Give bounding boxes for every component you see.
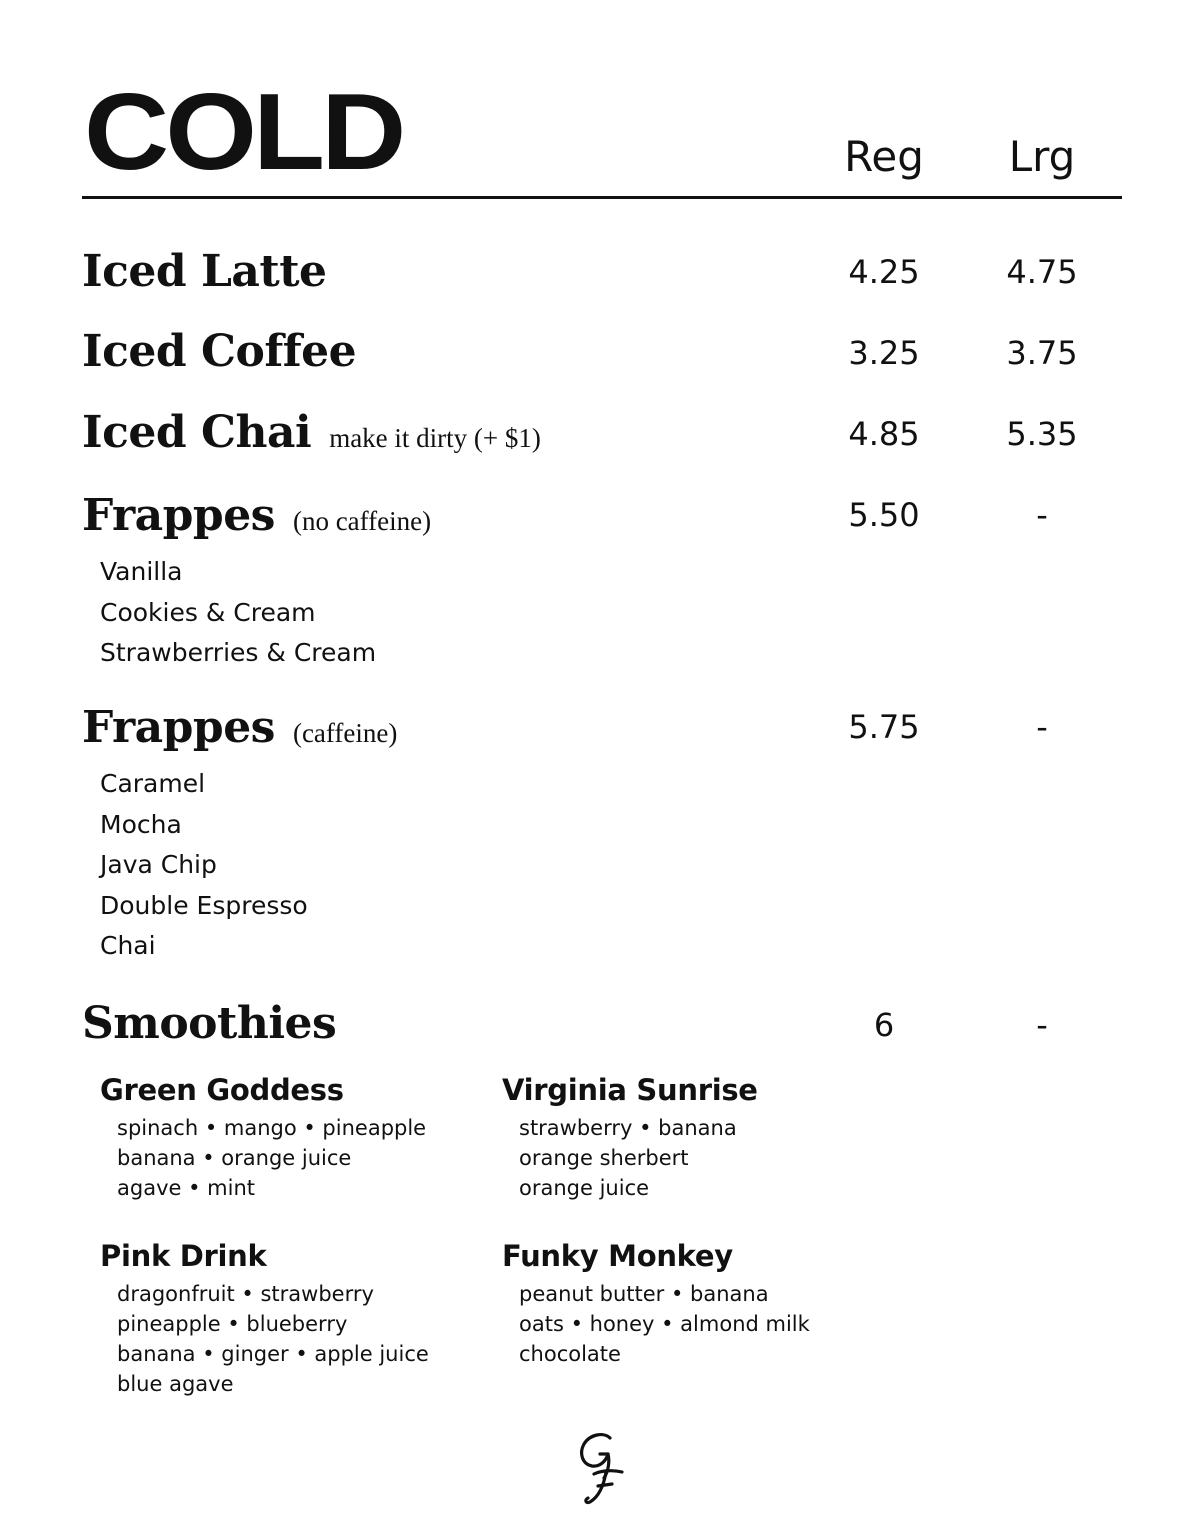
flavor-list-no-caffeine (100, 552, 376, 674)
smoothie-pink-drink (100, 1239, 429, 1399)
list-item: Double Espresso (100, 890, 308, 920)
item-note: (caffeine) (292, 718, 398, 748)
list-item: Mocha (100, 809, 182, 839)
smoothie-green-goddess (100, 1073, 427, 1203)
ingredient-line: peanut butter • banana (519, 1282, 769, 1306)
price-iced-coffee-lrg: 3.75 (1006, 334, 1078, 372)
smoothie-name: Pink Drink (100, 1239, 267, 1273)
ingredient-line: pineapple • blueberry (117, 1312, 348, 1336)
ingredient-line: strawberry • banana (519, 1116, 737, 1140)
ingredient-line: chocolate (519, 1342, 621, 1366)
column-header-large: Lrg (1008, 132, 1076, 181)
smoothie-funky-monkey (502, 1239, 810, 1369)
item-iced-coffee (82, 326, 357, 377)
item-smoothies (82, 998, 337, 1049)
item-name: Iced Chai (82, 407, 312, 458)
price-frappes-caffeine-lrg: - (1036, 708, 1048, 746)
item-iced-latte (82, 246, 327, 297)
list-item: Vanilla (100, 557, 183, 586)
ingredient-line: spinach • mango • pineapple (117, 1116, 427, 1140)
ingredient-line: orange sherbert (519, 1146, 689, 1170)
ingredient-line: banana • ginger • apple juice (117, 1342, 429, 1366)
item-iced-chai (82, 407, 541, 458)
item-frappes-caffeine (82, 702, 398, 753)
smoothie-name: Funky Monkey (502, 1239, 733, 1273)
item-name: Iced Latte (82, 246, 327, 297)
smoothie-name: Green Goddess (100, 1073, 344, 1107)
gf-monogram-icon (570, 1428, 634, 1508)
smoothie-ingredients (519, 1113, 758, 1203)
smoothie-ingredients (519, 1279, 810, 1369)
price-frappes-no-caffeine-reg: 5.50 (848, 496, 920, 534)
ingredient-line: oats • honey • almond milk (519, 1312, 810, 1336)
price-iced-chai-reg: 4.85 (848, 415, 920, 453)
smoothie-ingredients (117, 1279, 429, 1399)
list-item: Java Chip (100, 850, 217, 879)
ingredient-line: orange juice (519, 1176, 650, 1200)
item-note: make it dirty (+ $1) (329, 423, 541, 453)
price-iced-chai-lrg: 5.35 (1006, 415, 1078, 453)
ingredient-line: blue agave (117, 1372, 234, 1396)
item-name: Iced Coffee (82, 326, 357, 377)
column-header-regular: Reg (844, 132, 924, 181)
smoothie-name: Virginia Sunrise (502, 1073, 758, 1107)
ingredient-line: dragonfruit • strawberry (117, 1282, 374, 1306)
item-name: Frappes (82, 490, 275, 541)
price-iced-latte-lrg: 4.75 (1006, 253, 1078, 291)
smoothie-ingredients (117, 1113, 426, 1203)
price-smoothies-reg: 6 (873, 1006, 895, 1044)
flavor-list-caffeine (100, 764, 308, 967)
price-iced-latte-reg: 4.25 (848, 253, 920, 291)
list-item: Cookies & Cream (100, 597, 316, 627)
header-divider (82, 196, 1122, 199)
list-item: Strawberries & Cream (100, 638, 377, 667)
price-smoothies-lrg: - (1036, 1006, 1048, 1044)
list-item: Caramel (100, 769, 206, 798)
item-name: Frappes (82, 702, 275, 753)
smoothie-virginia-sunrise (502, 1073, 758, 1203)
item-name: Smoothies (82, 998, 337, 1049)
price-frappes-no-caffeine-lrg: - (1036, 496, 1048, 534)
list-item: Chai (100, 931, 156, 960)
price-iced-coffee-reg: 3.25 (848, 334, 920, 372)
item-frappes-no-caffeine (82, 490, 432, 541)
ingredient-line: banana • orange juice (117, 1146, 352, 1170)
price-frappes-caffeine-reg: 5.75 (848, 708, 920, 746)
ingredient-line: agave • mint (117, 1176, 255, 1200)
page-title: COLD (84, 71, 403, 193)
item-note: (no caffeine) (292, 506, 432, 536)
